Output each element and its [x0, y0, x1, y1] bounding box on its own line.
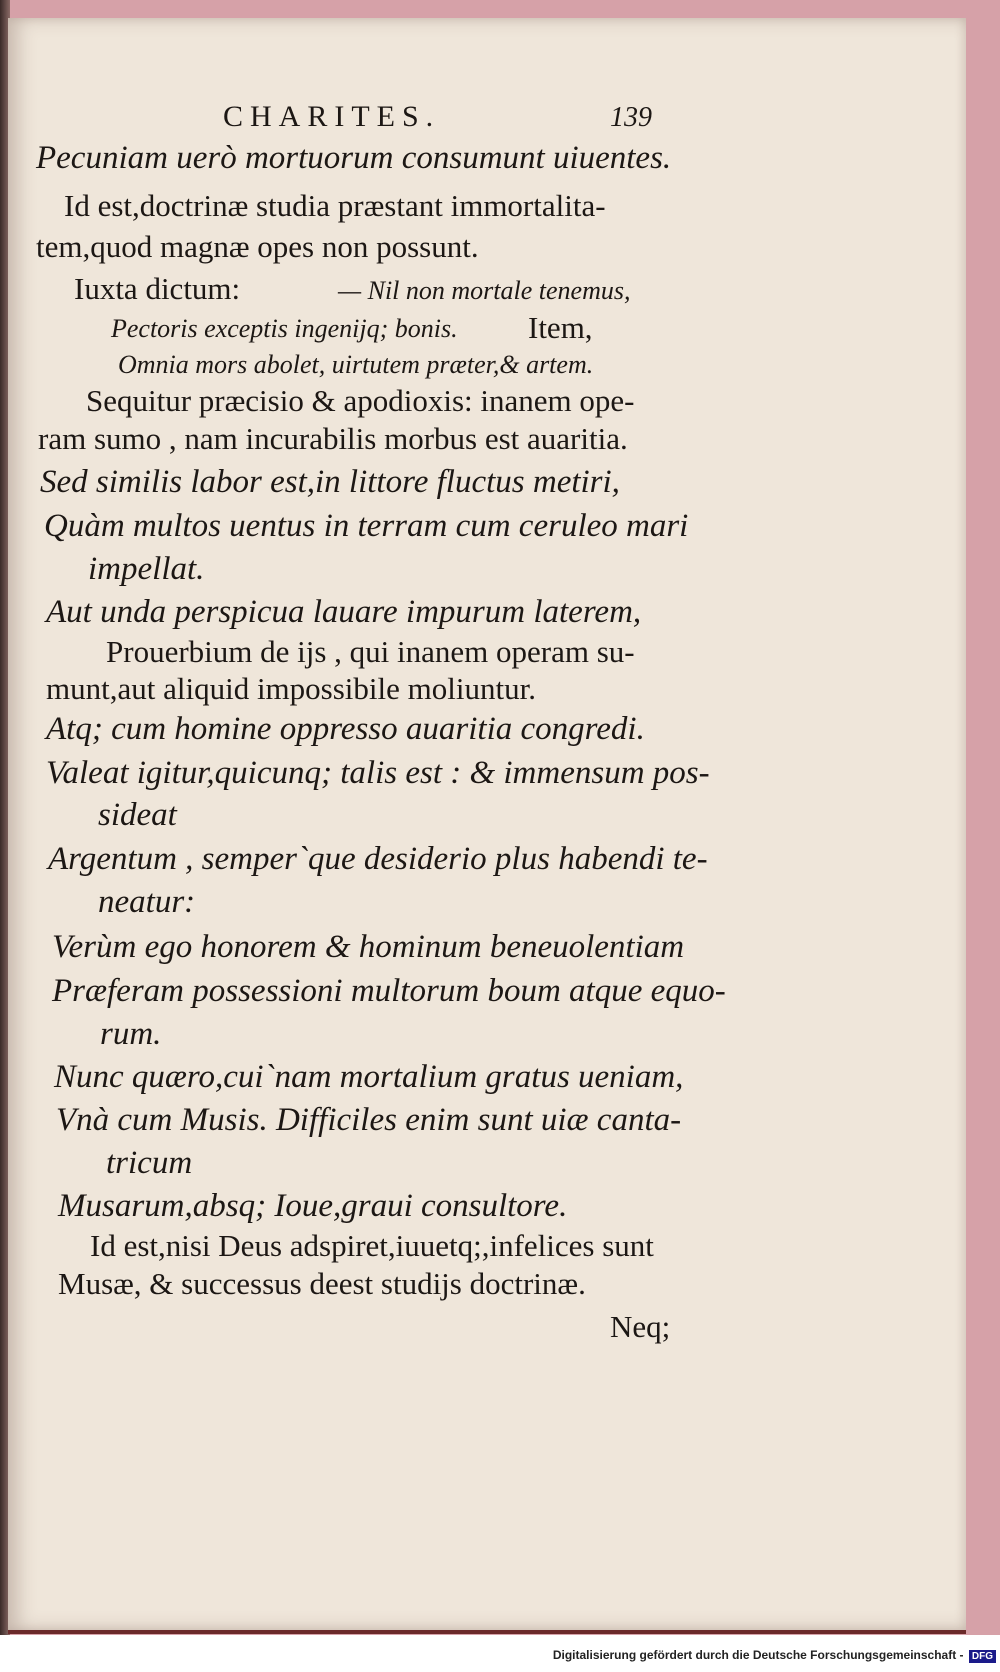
text-line-7: Item,: [528, 310, 593, 345]
page-text: [8, 18, 966, 1630]
text-line-12: Quàm multos uentus in terram cum ceruleo mari: [44, 508, 689, 544]
running-header: CHARITES.: [223, 100, 441, 133]
text-line-23: Præferam possessioni multorum boum atque equo-: [52, 973, 726, 1009]
text-line-14: Aut unda perspicua lauare impurum laterem,: [46, 594, 642, 630]
text-line-24: rum.: [100, 1016, 162, 1052]
text-line-17: Atq; cum homine oppresso auaritia congredi.: [46, 711, 645, 747]
text-line-27: tricum: [106, 1145, 193, 1181]
text-line-13: impellat.: [88, 551, 205, 587]
text-line-9: Sequitur præcisio & apodioxis: inanem ope-: [86, 383, 635, 418]
text-line-16: munt,aut aliquid impossibile moliuntur.: [46, 671, 536, 706]
text-line-11: Sed similis labor est,in littore fluctus metiri,: [40, 464, 620, 500]
text-line-2: Id est,doctrinæ studia præstant immortalita-: [64, 188, 606, 223]
catchword: Neq;: [610, 1309, 671, 1344]
text-line-8: Omnia mors abolet, uirtutem præter,& artem.: [118, 350, 594, 379]
text-line-15: Prouerbium de ijs , qui inanem operam su-: [106, 634, 635, 669]
text-line-25: Nunc quæro,cui`nam mortalium gratus ueniam,: [54, 1059, 684, 1095]
text-line-6: Pectoris exceptis ingenijq; bonis.: [111, 314, 458, 343]
text-line-3: tem,quod magnæ opes non possunt.: [36, 229, 479, 264]
text-line-20: Argentum , semper`que desiderio plus habendi te-: [48, 841, 708, 877]
credit-text: Digitalisierung gefördert durch die Deutsche Forschungsgemeinschaft -: [552, 1648, 964, 1662]
text-line-18: Valeat igitur,quicunq; talis est : & immensum pos-: [46, 755, 710, 791]
text-line-10: ram sumo , nam incurabilis morbus est auaritia.: [38, 421, 628, 456]
text-line-21: neatur:: [98, 884, 196, 920]
text-line-29: Id est,nisi Deus adspiret,iuuetq;,infelices sunt: [90, 1228, 654, 1263]
text-line-30: Musæ, & successus deest studijs doctrinæ.: [58, 1266, 586, 1301]
digitization-credit: [0, 1648, 1000, 1663]
text-line-4: Iuxta dictum:: [74, 271, 241, 306]
text-line-26: Vnà cum Musis. Difficiles enim sunt uiæ canta-: [56, 1102, 682, 1138]
dfg-logo: DFG: [969, 1650, 996, 1663]
text-line-1: Pecuniam uerò mortuorum consumunt uiuentes.: [36, 140, 672, 176]
page-number: 139: [610, 102, 652, 133]
text-line-19: sideat: [98, 797, 177, 833]
text-line-28: Musarum,absq; Ioue,graui consultore.: [58, 1188, 568, 1224]
book-page: [8, 18, 966, 1634]
text-line-5: — Nil non mortale tenemus,: [338, 276, 631, 305]
text-line-22: Verùm ego honorem & hominum beneuolentiam: [52, 929, 685, 965]
